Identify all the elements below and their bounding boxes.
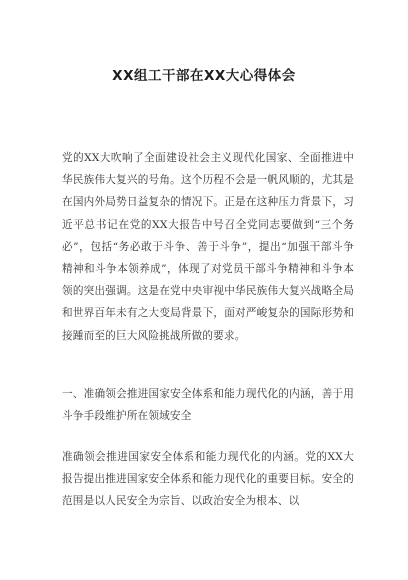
body-paragraph-intro: 党的XX大吹响了全面建设社会主义现代化国家、全面推进中华民族伟大复兴的号角。这个历程不会是一帆风顺的，尤其是在国内外局势日益复杂的情况下。正是在这种压力背景下，习近平总书记在党的XX大报告中号召全党同志要做到“三个务必”，包括“务必敢于斗争、善于斗争”，提出“加强干部斗争精神和斗争本领养成”，体现了对党员干部斗争精神和斗争本领的突出强调。这是在党中央审视中华民族伟大复兴战略全局和世界百年未有之大变局背景下，面对严峻复杂的国际形势和接踵而至的巨大风险挑战所做的要求。	[62, 152, 354, 342]
body-paragraph-section-1: 准确领会推进国家安全体系和能力现代化的内涵。党的XX大报告提出推进国家安全体系和能力现代化的重要目标。安全的范围是以人民安全为宗旨、以政治安全为根本、以	[62, 451, 354, 508]
document-title: XX组工干部在XX大心得体会	[112, 68, 296, 84]
section-heading-1: 一、准确领会推进国家安全体系和能力现代化的内涵，善于用斗争手段维护所在领域安全	[62, 388, 354, 423]
